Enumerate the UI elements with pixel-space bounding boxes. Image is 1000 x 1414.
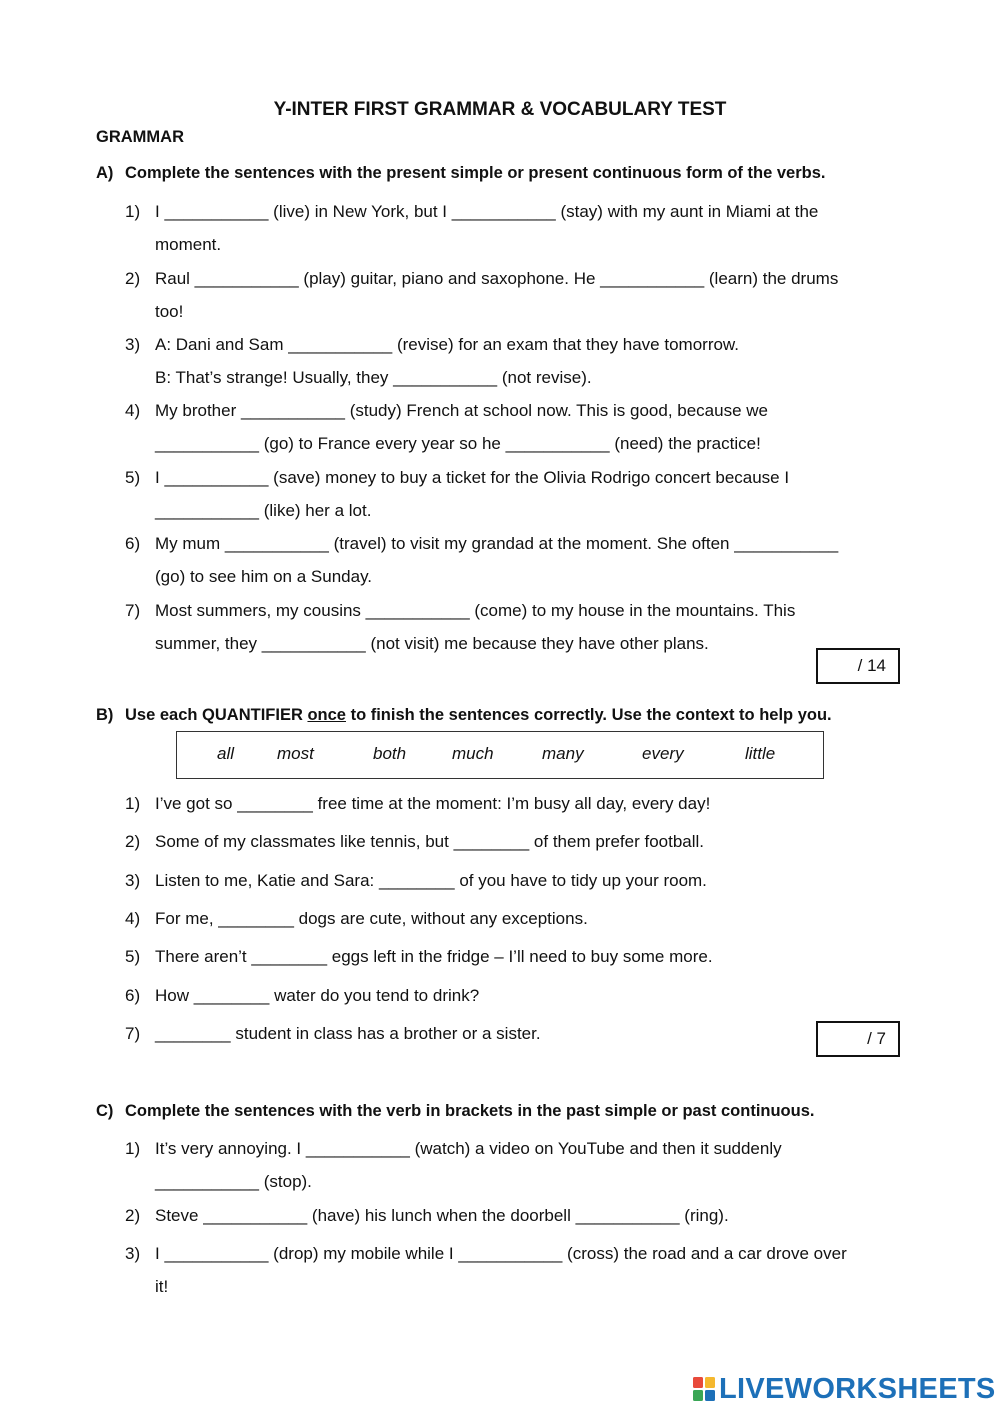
- section-b-item-4: [125, 902, 588, 935]
- quantifier-word: every: [642, 744, 684, 763]
- section-b-instruction-post: to finish the sentences correctly. Use the context to help you.: [345, 706, 832, 724]
- section-c-letter: C): [96, 1102, 114, 1120]
- liveworksheets-logo[interactable]: [692, 1372, 996, 1406]
- item-number: 4): [125, 401, 141, 420]
- section-a-item-6: [125, 527, 838, 594]
- item-line: ___________ (stop).: [155, 1172, 312, 1192]
- section-a-item-2: [125, 262, 838, 329]
- section-a-heading: [96, 164, 825, 183]
- section-a-item-1: [125, 195, 818, 262]
- item-line: I ___________ (save) money to buy a ticket for the Olivia Rodrigo concert because I: [155, 468, 790, 487]
- item-number: 1): [125, 794, 141, 813]
- section-b-instruction-pre: Use each QUANTIFIER: [125, 706, 308, 724]
- section-a-item-4: [125, 394, 768, 461]
- section-a-letter: A): [96, 164, 114, 182]
- section-b-item-7: [125, 1017, 541, 1050]
- item-number: 6): [125, 534, 141, 553]
- item-line: How ________ water do you tend to drink?: [155, 986, 480, 1005]
- section-c-item-3: [125, 1237, 847, 1304]
- quantifier-word: all: [217, 744, 235, 763]
- item-line: moment.: [155, 235, 222, 255]
- item-line: B: That’s strange! Usually, they ___________ (not revise).: [155, 368, 592, 388]
- item-line: (go) to see him on a Sunday.: [155, 567, 373, 587]
- section-c-item-1: [125, 1132, 782, 1199]
- section-b-item-1: [125, 787, 710, 820]
- item-line: I’ve got so ________ free time at the moment: I’m busy all day, every day!: [155, 794, 711, 813]
- section-c-item-2: [125, 1199, 729, 1232]
- item-number: 7): [125, 1024, 141, 1043]
- item-number: 2): [125, 1206, 141, 1225]
- item-line: Listen to me, Katie and Sara: ________ of you have to tidy up your room.: [155, 871, 707, 890]
- item-line: It’s very annoying. I ___________ (watch) a video on YouTube and then it suddenly: [155, 1139, 782, 1158]
- liveworksheets-logo-text: LIVEWORKSHEETS: [719, 1372, 996, 1405]
- item-number: 6): [125, 986, 141, 1005]
- section-c-instruction: Complete the sentences with the verb in brackets in the past simple or past continuous.: [125, 1102, 815, 1120]
- item-number: 2): [125, 832, 141, 851]
- item-line: it!: [155, 1277, 169, 1297]
- quantifier-word: many: [542, 744, 584, 763]
- item-number: 3): [125, 871, 141, 890]
- quantifier-word: much: [452, 744, 494, 763]
- item-number: 5): [125, 947, 141, 966]
- section-c-heading: [96, 1102, 814, 1121]
- section-b-item-3: [125, 864, 707, 897]
- quantifier-word: both: [373, 744, 407, 763]
- item-line: ___________ (like) her a lot.: [155, 501, 372, 521]
- quantifier-word: little: [745, 744, 776, 763]
- item-number: 4): [125, 909, 141, 928]
- section-b-score-box: / 7: [816, 1021, 900, 1057]
- item-line: Raul ___________ (play) guitar, piano and saxophone. He ___________ (learn) the drums: [155, 269, 839, 288]
- item-line: Most summers, my cousins ___________ (come) to my house in the mountains. This: [155, 601, 796, 620]
- item-line: There aren’t ________ eggs left in the fridge – I’ll need to buy some more.: [155, 947, 713, 966]
- item-line: Some of my classmates like tennis, but ________ of them prefer football.: [155, 832, 705, 851]
- page-title: Y-INTER FIRST GRAMMAR & VOCABULARY TEST: [273, 99, 727, 120]
- item-number: 1): [125, 1139, 141, 1158]
- item-line: My brother ___________ (study) French at school now. This is good, because we: [155, 401, 768, 420]
- item-number: 2): [125, 269, 141, 288]
- section-a-item-7: [125, 594, 795, 661]
- item-line: too!: [155, 302, 184, 322]
- item-number: 5): [125, 468, 141, 487]
- item-line: summer, they ___________ (not visit) me because they have other plans.: [155, 634, 709, 654]
- section-a-item-5: [125, 461, 789, 528]
- item-line: I ___________ (live) in New York, but I ___________ (stay) with my aunt in Miami at the: [155, 202, 819, 221]
- item-line: ________ student in class has a brother or a sister.: [155, 1024, 541, 1043]
- item-line: My mum ___________ (travel) to visit my grandad at the moment. She often ___________: [155, 534, 839, 553]
- quantifier-word-box: [176, 731, 824, 779]
- quantifier-word: most: [277, 744, 314, 763]
- item-line: Steve ___________ (have) his lunch when the doorbell ___________ (ring).: [155, 1206, 729, 1225]
- liveworksheets-logo-icon: [692, 1374, 716, 1404]
- section-b-item-6: [125, 979, 479, 1012]
- section-b-heading: [96, 706, 832, 725]
- item-line: I ___________ (drop) my mobile while I ___________ (cross) the road and a car drove over: [155, 1244, 847, 1263]
- section-b-item-5: [125, 940, 713, 973]
- item-number: 7): [125, 601, 141, 620]
- item-number: 1): [125, 202, 141, 221]
- section-a-item-3: [125, 328, 739, 395]
- item-line: ___________ (go) to France every year so he ___________ (need) the practice!: [155, 434, 761, 454]
- section-b-item-2: [125, 825, 704, 858]
- item-line: For me, ________ dogs are cute, without any exceptions.: [155, 909, 588, 928]
- section-b-letter: B): [96, 706, 114, 724]
- section-label-grammar: GRAMMAR: [96, 128, 184, 146]
- section-b-instruction-underlined: once: [307, 706, 346, 724]
- section-a-score-box: / 14: [816, 648, 900, 684]
- item-number: 3): [125, 335, 141, 354]
- item-number: 3): [125, 1244, 141, 1263]
- section-a-instruction: Complete the sentences with the present simple or present continuous form of the verbs.: [125, 164, 826, 182]
- item-line: A: Dani and Sam ___________ (revise) for an exam that they have tomorrow.: [155, 335, 739, 354]
